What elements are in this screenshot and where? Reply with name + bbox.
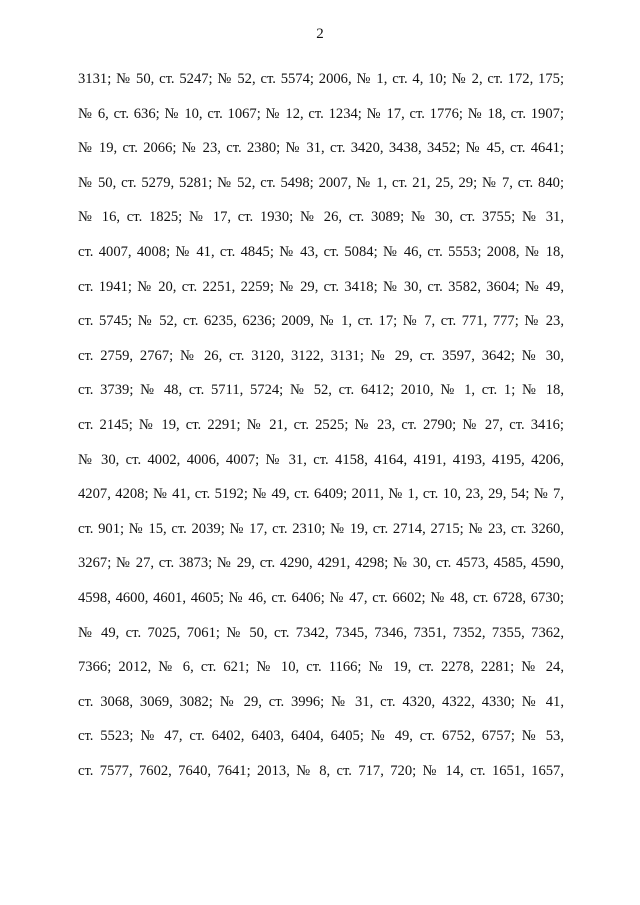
text-line: № 6, ст. 636; № 10, ст. 1067; № 12, ст. 1234; № 17, ст. 1776; № 18, ст. 1907; (78, 105, 564, 122)
text-line: № 49, ст. 7025, 7061; № 50, ст. 7342, 7345, 7346, 7351, 7352, 7355, 7362, (78, 624, 564, 641)
text-line: ст. 1941; № 20, ст. 2251, 2259; № 29, ст. 3418; № 30, ст. 3582, 3604; № 49, (78, 278, 564, 295)
text-line: ст. 2145; № 19, ст. 2291; № 21, ст. 2525; № 23, ст. 2790; № 27, ст. 3416; (78, 416, 564, 433)
text-line: ст. 5745; № 52, ст. 6235, 6236; 2009, № 1, ст. 17; № 7, ст. 771, 777; № 23, (78, 313, 564, 330)
text-line: № 50, ст. 5279, 5281; № 52, ст. 5498; 2007, № 1, ст. 21, 25, 29; № 7, ст. 840; (78, 174, 564, 191)
text-line: ст. 5523; № 47, ст. 6402, 6403, 6404, 6405; № 49, ст. 6752, 6757; № 53, (78, 728, 564, 745)
page-number: 2 (316, 26, 324, 42)
text-line: № 19, ст. 2066; № 23, ст. 2380; № 31, ст. 3420, 3438, 3452; № 45, ст. 4641; (78, 140, 564, 157)
text-line: ст. 3068, 3069, 3082; № 29, ст. 3996; № 31, ст. 4320, 4322, 4330; № 41, (78, 693, 564, 710)
body-text (78, 70, 564, 796)
text-line: ст. 2759, 2767; № 26, ст. 3120, 3122, 3131; № 29, ст. 3597, 3642; № 30, (78, 347, 564, 364)
text-line: 4598, 4600, 4601, 4605; № 46, ст. 6406; № 47, ст. 6602; № 48, ст. 6728, 6730; (78, 589, 564, 606)
text-line: 4207, 4208; № 41, ст. 5192; № 49, ст. 6409; 2011, № 1, ст. 10, 23, 29, 54; № 7, (78, 486, 564, 503)
text-line: 3131; № 50, ст. 5247; № 52, ст. 5574; 2006, № 1, ст. 4, 10; № 2, ст. 172, 175; (78, 71, 564, 87)
text-line: № 16, ст. 1825; № 17, ст. 1930; № 26, ст. 3089; № 30, ст. 3755; № 31, (78, 209, 564, 226)
text-line: ст. 3739; № 48, ст. 5711, 5724; № 52, ст. 6412; 2010, № 1, ст. 1; № 18, (78, 382, 564, 399)
text-line: 7366; 2012, № 6, ст. 621; № 10, ст. 1166; № 19, ст. 2278, 2281; № 24, (78, 659, 564, 676)
text-line: ст. 7577, 7602, 7640, 7641; 2013, № 8, ст. 717, 720; № 14, ст. 1651, 1657, (78, 762, 564, 779)
text-line: ст. 4007, 4008; № 41, ст. 4845; № 43, ст. 5084; № 46, ст. 5553; 2008, № 18, (78, 243, 564, 260)
text-line: ст. 901; № 15, ст. 2039; № 17, ст. 2310; № 19, ст. 2714, 2715; № 23, ст. 3260, (78, 520, 564, 537)
text-line: 3267; № 27, ст. 3873; № 29, ст. 4290, 4291, 4298; № 30, ст. 4573, 4585, 4590, (78, 555, 564, 572)
text-line: № 30, ст. 4002, 4006, 4007; № 31, ст. 4158, 4164, 4191, 4193, 4195, 4206, (78, 451, 564, 468)
